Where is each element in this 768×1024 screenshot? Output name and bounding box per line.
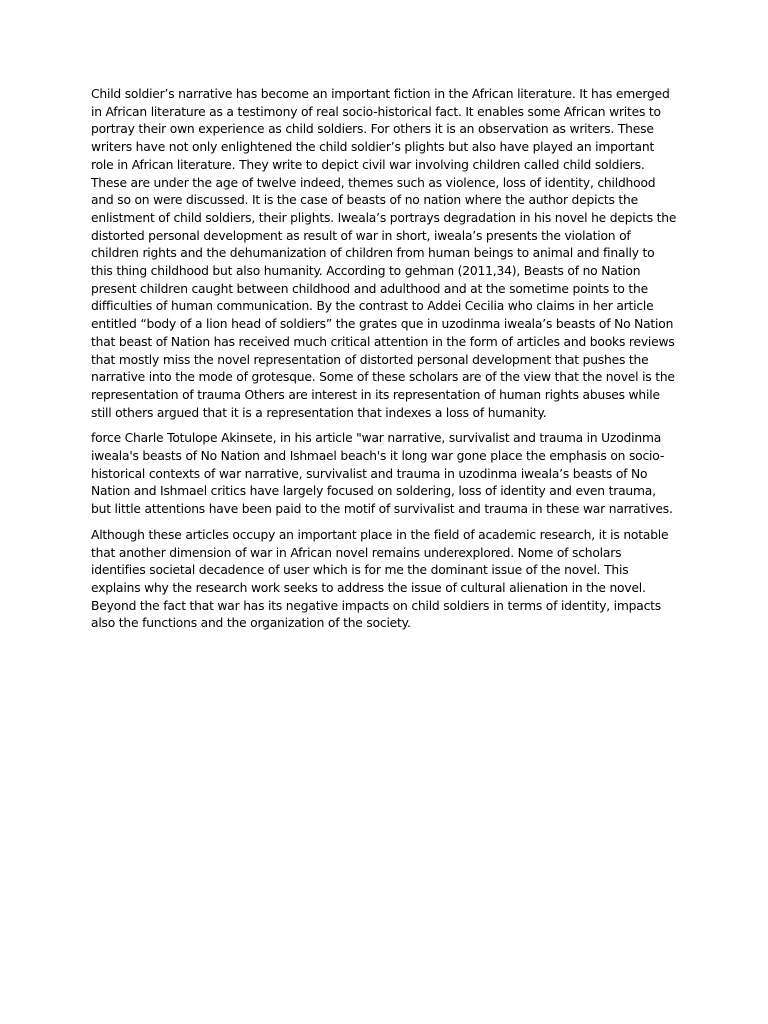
document-body — [91, 86, 679, 641]
paragraph-1: Child soldier’s narrative has become an important fiction in the African literature. It has emerged in African literature as a testimony of real socio-historical fact. It enables some African writes to portray their own experience as child soldiers. For others it is an observation as writers. These writers have not only enlightened the child soldier’s plights but also have played an important role in African literature. They write to depict civil war involving children called child soldiers. These are under the age of twelve indeed, themes such as violence, loss of identity, childhood and so on were discussed. It is the case of beasts of no nation where the author depicts the enlistment of child soldiers, their plights. Iweala’s portrays degradation in his novel he depicts the distorted personal development as result of war in short, iweala’s presents the violation of children rights and the dehumanization of children from human beings to animal and finally to this thing childhood but also humanity. According to gehman (2011,34), Beasts of no Nation present children caught between childhood and adulthood and at the sometime points to the difficulties of human communication. By the contrast to Addei Cecilia who claims in her article entitled “body of a lion head of soldiers” the grates que in uzodinma iweala’s beasts of No Nation that beast of Nation has received much critical attention in the form of articles and books reviews that mostly miss the novel representation of distorted personal development that pushes the narrative into the mode of grotesque. Some of these scholars are of the view that the novel is the representation of trauma Others are interest in its representation of human rights abuses while still others argued that it is a representation that indexes a loss of humanity. — [91, 87, 677, 420]
paragraph-2: force Charle Totulope Akinsete, in his article "war narrative, survivalist and trauma in Uzodinma iweala's beasts of No Nation and Ishmael beach's it long war gone place the emphasis on socio-historical contexts of war narrative, survivalist and trauma in uzodinma iweala’s beasts of No Nation and Ishmael critics have largely focused on soldering, loss of identity and even trauma, but little attentions have been paid to the motif of survivalist and trauma in these war narratives. — [91, 431, 673, 517]
paragraph-3: Although these articles occupy an important place in the field of academic research, it is notable that another dimension of war in African novel remains underexplored. Nome of scholars identifies societal decadence of user which is for me the dominant issue of the novel. This explains why the research work seeks to address the issue of cultural alienation in the novel. Beyond the fact that war has its negative impacts on child soldiers in terms of identity, impacts also the functions and the organization of the society. — [91, 527, 669, 631]
